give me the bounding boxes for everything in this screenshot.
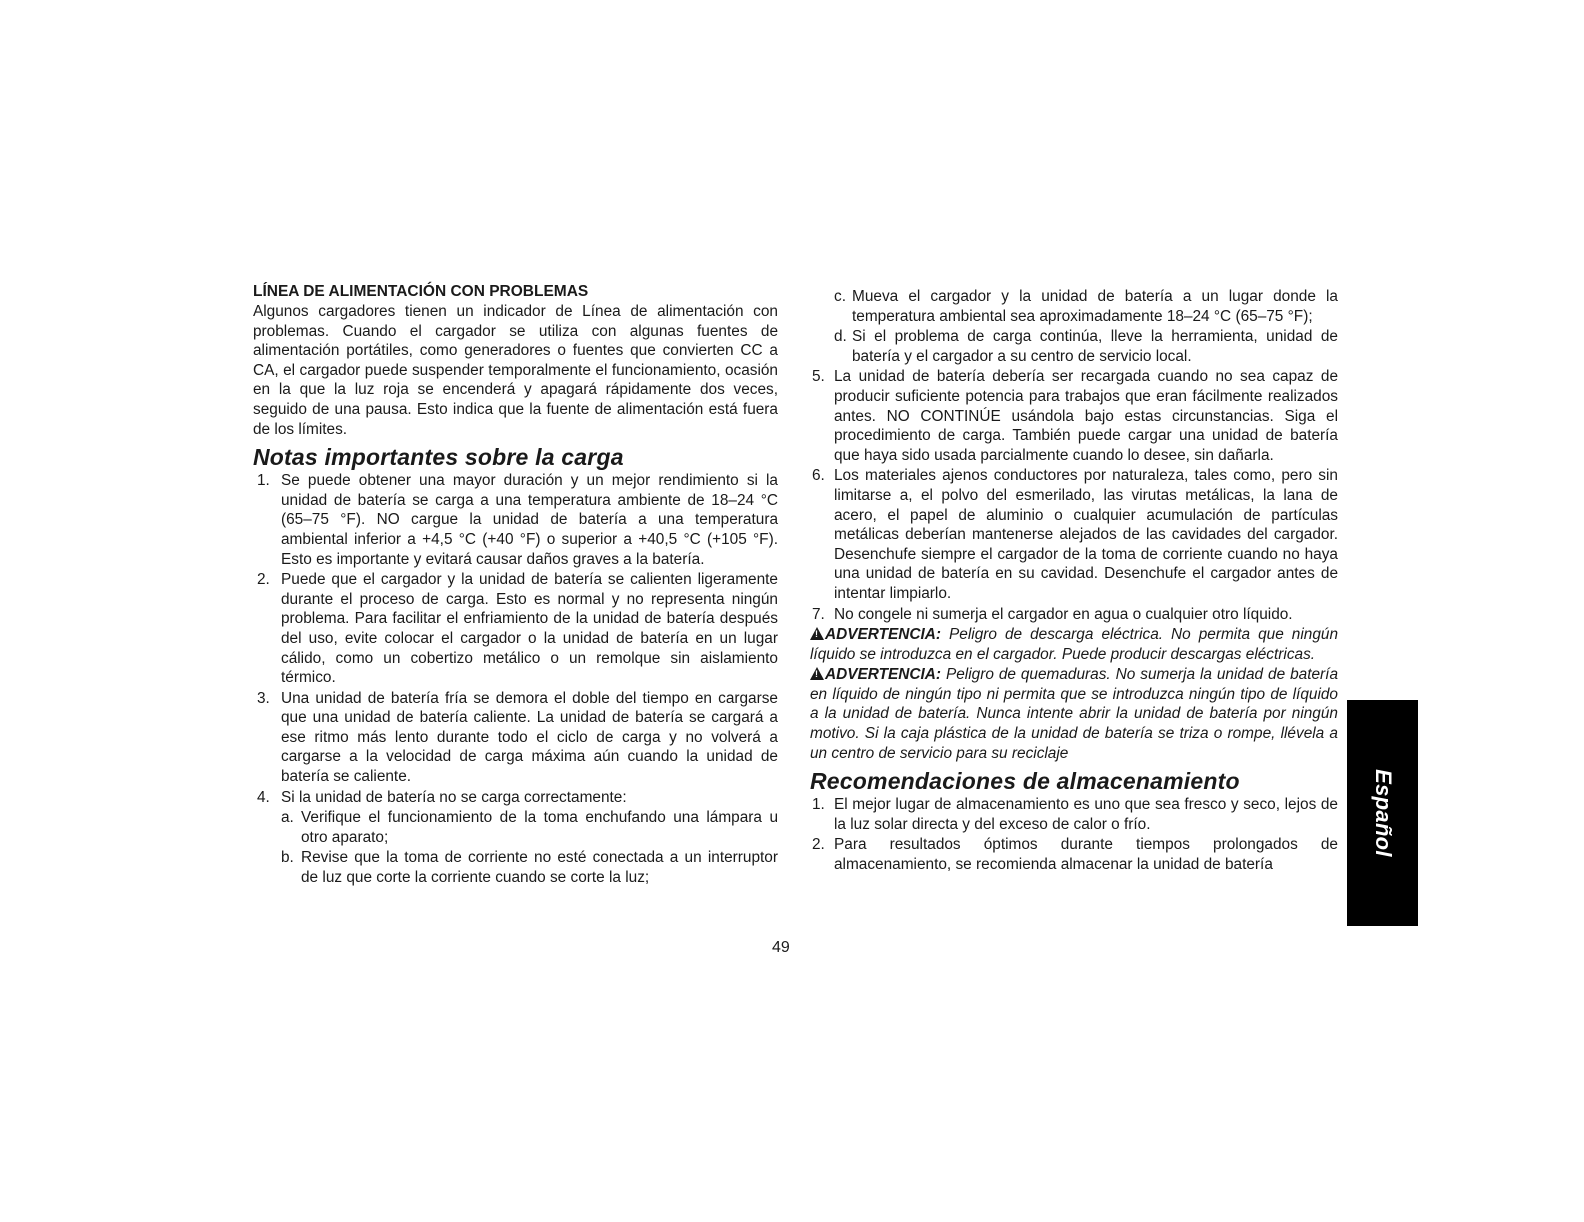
- language-tab-label: Español: [1370, 769, 1396, 857]
- list-item-marker: 1.: [812, 796, 825, 814]
- list-item-marker: 1.: [257, 472, 270, 490]
- list-item-text: Para resultados óptimos durante tiempos prolongados de almacenamiento, se recomienda almacenar la unidad de batería: [834, 836, 1338, 874]
- list-item-text: Una unidad de batería fría se demora el doble del tiempo en cargarse que una unidad de batería caliente. La unidad de batería se cargará a ese ritmo más lento durante todo el ciclo de carga y no volverá a cargarse a la velocidad de carga máxima aún cuando la unidad de batería se caliente.: [281, 689, 778, 786]
- section-title-storage: Recomendaciones de almacenamiento: [810, 768, 1240, 795]
- sublist-item-marker: c.: [834, 288, 846, 305]
- warning-electric-shock: [810, 625, 1338, 664]
- section-title-charging-notes: Notas importantes sobre la carga: [253, 444, 624, 471]
- sublist-item-marker: d.: [834, 328, 847, 346]
- sublist-item-text: Mueva el cargador y la unidad de batería a un lugar donde la temperatura ambiental sea aproximadamente 18–24 °C (65–75 °F);: [852, 288, 1338, 325]
- list-item-text: El mejor lugar de almacenamiento es uno que sea fresco y seco, lejos de la luz solar directa y del exceso de calor o frío.: [834, 796, 1338, 833]
- charging-notes-list: [253, 471, 778, 807]
- charging-notes-list-continued: [810, 367, 1338, 624]
- list-item-marker: 4.: [257, 788, 270, 806]
- sublist-item-marker: a.: [281, 809, 294, 827]
- list-item: [810, 605, 1338, 625]
- troubleshoot-sublist-continued: [810, 287, 1338, 366]
- list-item: [810, 835, 1338, 874]
- list-item-marker: 6.: [812, 467, 825, 485]
- warning-label: ADVERTENCIA:: [825, 666, 942, 684]
- list-item: [253, 689, 778, 787]
- list-item-marker: 7.: [812, 605, 825, 623]
- warning-burn: [810, 665, 1338, 763]
- sublist-item: [810, 327, 1338, 366]
- sublist-item: [253, 848, 778, 887]
- right-column: [810, 287, 1338, 876]
- warning-text: Peligro de quemaduras. No sumerja la unidad de batería en líquido de ningún tipo ni permita que se introduzca ningún tipo de líquido a la unidad de batería. Nunca intente abrir la unidad de batería por ningún motivo. Si la caja plástica de la unidad de batería se triza o rompe, llévela a un centro de servicio para su reciclaje: [810, 666, 1339, 762]
- left-column: [253, 282, 778, 889]
- sublist-item: [253, 808, 778, 847]
- list-item-marker: 2.: [812, 836, 825, 854]
- warning-triangle-icon: [810, 627, 824, 640]
- list-item: [810, 367, 1338, 465]
- warning-triangle-icon: [810, 667, 824, 680]
- language-tab: [1347, 700, 1418, 926]
- sublist-item-text: Verifique el funcionamiento de la toma enchufando una lámpara u otro aparato;: [301, 809, 778, 846]
- sublist-item-text: Si el problema de carga continúa, lleve la herramienta, unidad de batería y el cargador a su centro de servicio local.: [852, 328, 1338, 365]
- list-item: [810, 466, 1338, 603]
- storage-list: [810, 795, 1338, 874]
- list-item-marker: 2.: [257, 571, 270, 589]
- list-item-text: La unidad de batería debería ser recargada cuando no sea capaz de producir suficiente potencia para trabajos que eran fácilmente realizados antes. NO CONTINÚE usándola bajo estas circunstancias. Siga el procedimiento de carga. También puede cargar una unidad de batería que haya sido usada parcialmente cuando lo desee, sin dañarla.: [834, 368, 1338, 464]
- list-item-marker: 5.: [812, 368, 825, 386]
- list-item-text: Puede que el cargador y la unidad de batería se calienten ligeramente durante el proceso de carga. Esto es normal y no representa ningún problema. Para facilitar el enfriamiento de la unidad de batería después del uso, evite colocar el cargador o la unidad de batería en un lugar cálido, como un cobertizo metálico o un remolque sin aislamiento térmico.: [281, 571, 778, 687]
- subhead-power-line: LÍNEA DE ALIMENTACIÓN CON PROBLEMAS: [253, 283, 589, 300]
- list-item-text: Los materiales ajenos conductores por naturaleza, tales como, pero sin limitarse a, el polvo del esmerilado, las virutas metálicas, la lana de acero, el papel de aluminio o cualquier acumulación de partículas metálicas deberían mantenerse alejados de las cavidades del cargador. Desenchufe siempre el cargador de la toma de corriente cuando no haya una unidad de batería en su cavidad. Desenchufe el cargador antes de intentar limpiarlo.: [834, 467, 1338, 602]
- list-item: [253, 570, 778, 688]
- sublist-item: [810, 287, 1338, 326]
- troubleshoot-sublist: [253, 808, 778, 887]
- list-item: [253, 471, 778, 569]
- sublist-item-marker: b.: [281, 849, 294, 867]
- warning-text: Peligro de descarga eléctrica. No permita que ningún líquido se introduzca en el cargador. Puede producir descargas eléctricas.: [810, 626, 1339, 663]
- list-item-text: No congele ni sumerja el cargador en agua o cualquier otro líquido.: [834, 605, 1293, 623]
- sublist-item-text: Revise que la toma de corriente no esté conectada a un interruptor de luz que corte la corriente cuando se corte la luz;: [301, 849, 778, 887]
- list-item: [253, 788, 778, 808]
- list-item-text: Si la unidad de batería no se carga correctamente:: [281, 788, 627, 806]
- page-number: 49: [772, 939, 790, 956]
- list-item-text: Se puede obtener una mayor duración y un mejor rendimiento si la unidad de batería se carga a una temperatura ambiente de 18–24 °C (65–75 °F). NO cargue la unidad de batería a una temperatura ambiental inferior a +4,5 °C (+40 °F) o superior a +40,5 °C (+105 °F). Esto es importante y evitará causar daños graves a la batería.: [281, 472, 778, 568]
- intro-paragraph: Algunos cargadores tienen un indicador de Línea de alimentación con problemas. Cuando el cargador se utiliza con algunas fuentes de alimentación portátiles, como generadores o fuentes que convierten CC a CA, el cargador puede suspender temporalmente el funcionamiento, ocasión en la que la luz roja se encenderá y apagará rápidamente dos veces, seguido de una pausa. Esto indica que la fuente de alimentación está fuera de los límites.: [253, 303, 778, 438]
- warning-label: ADVERTENCIA:: [825, 626, 942, 644]
- list-item: [810, 795, 1338, 834]
- list-item-marker: 3.: [257, 689, 270, 707]
